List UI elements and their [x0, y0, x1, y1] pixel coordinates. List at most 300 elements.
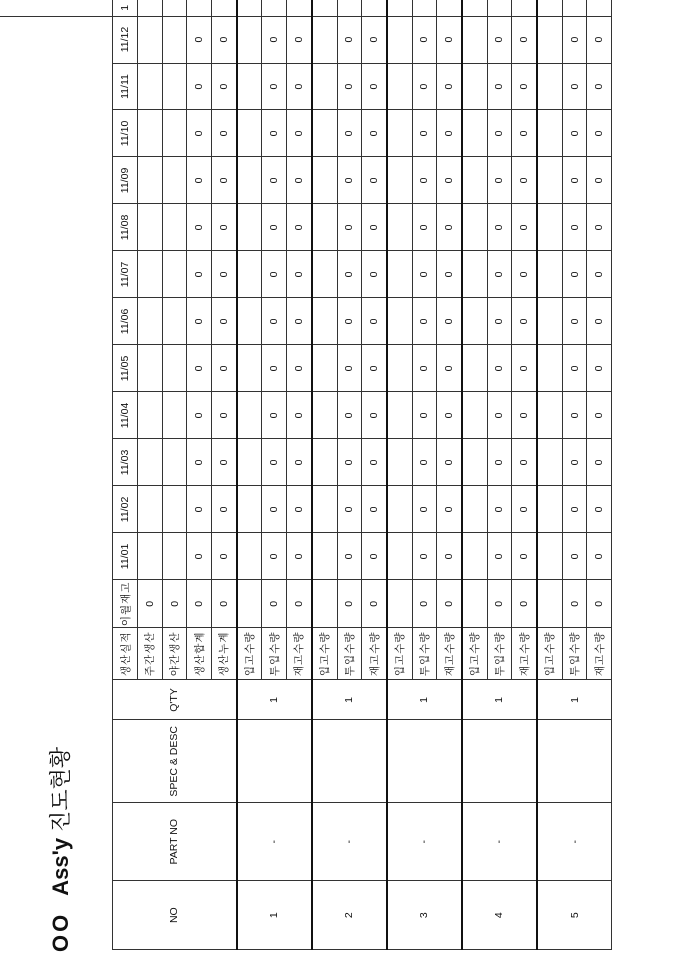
value-cell — [138, 110, 163, 157]
value-cell: 0 — [512, 157, 537, 204]
carry-cell: 0 — [162, 580, 187, 628]
value-cell — [287, 0, 312, 16]
header-spec: SPEC & DESC — [113, 720, 237, 803]
carry-cell: 0 — [138, 580, 163, 628]
value-cell: 0 — [487, 439, 512, 486]
value-cell: 0 — [562, 298, 587, 345]
value-cell: 0 — [337, 63, 362, 110]
header-date: 11/09 — [113, 157, 138, 204]
value-cell: 0 — [287, 157, 312, 204]
value-cell: 0 — [512, 63, 537, 110]
value-cell: 0 — [262, 204, 287, 251]
header-date: 11/08 — [113, 204, 138, 251]
value-cell — [138, 345, 163, 392]
value-cell — [462, 251, 487, 298]
value-cell: 0 — [287, 110, 312, 157]
value-cell — [138, 298, 163, 345]
value-cell — [462, 533, 487, 580]
value-cell: 0 — [437, 16, 462, 63]
value-cell: 0 — [437, 392, 462, 439]
value-cell: 0 — [487, 345, 512, 392]
value-cell: 0 — [512, 486, 537, 533]
value-cell: 0 — [262, 110, 287, 157]
value-cell: 0 — [412, 251, 437, 298]
value-cell: 0 — [337, 251, 362, 298]
header-qty: Q'TY — [113, 680, 237, 720]
value-cell — [387, 298, 412, 345]
value-cell: 0 — [212, 486, 237, 533]
carry-cell — [387, 580, 412, 628]
item-qty: 1 — [387, 680, 462, 720]
row-label: 입고수량 — [312, 628, 337, 680]
value-cell — [162, 204, 187, 251]
value-cell — [162, 533, 187, 580]
header-date: 1 — [113, 0, 138, 16]
item-spec — [462, 720, 537, 803]
value-cell: 0 — [512, 439, 537, 486]
value-cell: 0 — [362, 533, 387, 580]
value-cell: 0 — [587, 298, 612, 345]
value-cell: 0 — [412, 533, 437, 580]
value-cell — [537, 157, 562, 204]
value-cell — [162, 439, 187, 486]
value-cell: 0 — [212, 533, 237, 580]
value-cell: 0 — [362, 157, 387, 204]
value-cell: 0 — [562, 63, 587, 110]
value-cell — [387, 251, 412, 298]
title-product: Ass'y — [48, 837, 73, 896]
value-cell: 0 — [562, 486, 587, 533]
value-cell — [312, 392, 337, 439]
value-cell — [537, 204, 562, 251]
value-cell — [237, 251, 262, 298]
item-qty: 1 — [537, 680, 612, 720]
header-date: 11/12 — [113, 16, 138, 63]
value-cell: 0 — [412, 298, 437, 345]
title-prefix: OO — [48, 911, 73, 952]
item-part-no: - — [237, 803, 312, 881]
value-cell: 0 — [212, 110, 237, 157]
value-cell: 0 — [187, 16, 212, 63]
value-cell: 0 — [187, 486, 212, 533]
value-cell — [138, 439, 163, 486]
carry-cell: 0 — [187, 580, 212, 628]
value-cell: 0 — [187, 157, 212, 204]
value-cell — [237, 392, 262, 439]
value-cell — [312, 298, 337, 345]
value-cell — [138, 204, 163, 251]
value-cell: 0 — [337, 486, 362, 533]
value-cell — [387, 0, 412, 16]
value-cell: 0 — [487, 157, 512, 204]
item-spec — [237, 720, 312, 803]
value-cell — [138, 157, 163, 204]
item-qty: 1 — [312, 680, 387, 720]
row-label: 투입수량 — [262, 628, 287, 680]
value-cell — [487, 0, 512, 16]
value-cell — [138, 63, 163, 110]
value-cell: 0 — [262, 298, 287, 345]
value-cell: 0 — [437, 439, 462, 486]
value-cell — [462, 204, 487, 251]
value-cell: 0 — [412, 16, 437, 63]
value-cell — [312, 16, 337, 63]
value-cell: 0 — [487, 63, 512, 110]
row-label: 투입수량 — [487, 628, 512, 680]
value-cell: 0 — [437, 486, 462, 533]
value-cell — [312, 63, 337, 110]
value-cell — [387, 16, 412, 63]
carry-cell: 0 — [412, 580, 437, 628]
value-cell: 0 — [412, 204, 437, 251]
value-cell: 0 — [262, 392, 287, 439]
value-cell — [537, 439, 562, 486]
carry-cell: 0 — [337, 580, 362, 628]
value-cell — [312, 157, 337, 204]
row-label: 재고수량 — [287, 628, 312, 680]
value-cell: 0 — [187, 110, 212, 157]
value-cell: 0 — [437, 251, 462, 298]
value-cell: 0 — [187, 439, 212, 486]
value-cell — [462, 298, 487, 345]
value-cell — [138, 392, 163, 439]
value-cell — [312, 345, 337, 392]
carry-cell: 0 — [362, 580, 387, 628]
value-cell: 0 — [437, 63, 462, 110]
value-cell: 0 — [362, 110, 387, 157]
item-part-no: - — [312, 803, 387, 881]
value-cell: 0 — [412, 157, 437, 204]
value-cell: 0 — [362, 439, 387, 486]
header-date: 11/10 — [113, 110, 138, 157]
value-cell — [162, 392, 187, 439]
value-cell — [387, 486, 412, 533]
value-cell: 0 — [412, 110, 437, 157]
carry-cell: 0 — [287, 580, 312, 628]
value-cell — [387, 533, 412, 580]
value-cell — [312, 533, 337, 580]
value-cell: 0 — [437, 157, 462, 204]
item-qty: 1 — [462, 680, 537, 720]
header-date: 11/06 — [113, 298, 138, 345]
value-cell: 0 — [587, 392, 612, 439]
carry-cell: 0 — [587, 580, 612, 628]
value-cell: 0 — [287, 16, 312, 63]
value-cell — [138, 533, 163, 580]
item-no: 4 — [462, 881, 537, 950]
item-row — [312, 0, 337, 950]
value-cell — [537, 63, 562, 110]
value-cell — [237, 439, 262, 486]
value-cell — [162, 298, 187, 345]
header-date: 11/03 — [113, 439, 138, 486]
carry-cell: 0 — [562, 580, 587, 628]
value-cell — [537, 0, 562, 16]
value-cell: 0 — [437, 110, 462, 157]
item-row — [387, 0, 412, 950]
item-qty: 1 — [237, 680, 312, 720]
value-cell: 0 — [212, 63, 237, 110]
value-cell: 0 — [337, 110, 362, 157]
value-cell: 0 — [587, 204, 612, 251]
value-cell — [512, 0, 537, 16]
item-spec — [387, 720, 462, 803]
value-cell: 0 — [337, 439, 362, 486]
value-cell — [312, 204, 337, 251]
value-cell: 0 — [587, 63, 612, 110]
header-row — [113, 0, 138, 950]
row-label: 재고수량 — [437, 628, 462, 680]
value-cell — [237, 298, 262, 345]
carry-cell: 0 — [437, 580, 462, 628]
value-cell — [462, 63, 487, 110]
value-cell: 0 — [262, 157, 287, 204]
value-cell: 0 — [512, 251, 537, 298]
value-cell — [187, 0, 212, 16]
value-cell — [437, 0, 462, 16]
header-date: 11/11 — [113, 63, 138, 110]
value-cell: 0 — [587, 439, 612, 486]
value-cell — [387, 392, 412, 439]
value-cell — [237, 63, 262, 110]
item-no: 3 — [387, 881, 462, 950]
value-cell: 0 — [362, 298, 387, 345]
value-cell: 0 — [287, 486, 312, 533]
value-cell: 0 — [362, 345, 387, 392]
value-cell — [237, 16, 262, 63]
value-cell — [462, 16, 487, 63]
value-cell: 0 — [187, 204, 212, 251]
value-cell — [162, 110, 187, 157]
value-cell: 0 — [512, 16, 537, 63]
value-cell — [537, 251, 562, 298]
value-cell: 0 — [187, 298, 212, 345]
value-cell: 0 — [287, 533, 312, 580]
value-cell — [237, 157, 262, 204]
value-cell: 0 — [562, 392, 587, 439]
row-label: 입고수량 — [462, 628, 487, 680]
item-spec — [312, 720, 387, 803]
value-cell: 0 — [262, 439, 287, 486]
item-row — [537, 0, 562, 950]
value-cell: 0 — [212, 251, 237, 298]
value-cell — [312, 110, 337, 157]
value-cell: 0 — [512, 345, 537, 392]
item-part-no: - — [462, 803, 537, 881]
row-label: 입고수량 — [537, 628, 562, 680]
value-cell — [312, 486, 337, 533]
value-cell: 0 — [412, 486, 437, 533]
item-no: 2 — [312, 881, 387, 950]
value-cell: 0 — [287, 439, 312, 486]
value-cell: 0 — [212, 298, 237, 345]
value-cell — [387, 439, 412, 486]
carry-cell: 0 — [262, 580, 287, 628]
value-cell: 0 — [487, 251, 512, 298]
value-cell — [387, 110, 412, 157]
value-cell — [162, 486, 187, 533]
value-cell — [587, 0, 612, 16]
value-cell — [162, 63, 187, 110]
value-cell: 0 — [337, 298, 362, 345]
header-part-no: PART NO — [113, 803, 237, 881]
row-label: 투입수량 — [337, 628, 362, 680]
value-cell: 0 — [562, 533, 587, 580]
value-cell — [162, 0, 187, 16]
value-cell: 0 — [212, 392, 237, 439]
value-cell: 0 — [587, 486, 612, 533]
value-cell: 0 — [212, 345, 237, 392]
value-cell — [212, 0, 237, 16]
header-date: 11/04 — [113, 392, 138, 439]
header-carry: 이월재고 — [113, 580, 138, 628]
value-cell: 0 — [437, 204, 462, 251]
value-cell: 0 — [587, 345, 612, 392]
value-cell: 0 — [412, 392, 437, 439]
value-cell: 0 — [437, 345, 462, 392]
value-cell: 0 — [412, 63, 437, 110]
value-cell — [138, 486, 163, 533]
value-cell: 0 — [362, 204, 387, 251]
value-cell — [462, 157, 487, 204]
carry-cell: 0 — [487, 580, 512, 628]
value-cell — [237, 533, 262, 580]
page-title — [44, 747, 75, 952]
value-cell — [462, 439, 487, 486]
value-cell: 0 — [262, 345, 287, 392]
value-cell: 0 — [287, 392, 312, 439]
value-cell — [537, 392, 562, 439]
value-cell — [537, 486, 562, 533]
value-cell: 0 — [487, 298, 512, 345]
value-cell: 0 — [287, 251, 312, 298]
value-cell: 0 — [412, 439, 437, 486]
row-label: 재고수량 — [587, 628, 612, 680]
row-label: 야간생산 — [162, 628, 187, 680]
value-cell: 0 — [262, 251, 287, 298]
carry-cell: 0 — [512, 580, 537, 628]
value-cell: 0 — [562, 439, 587, 486]
value-cell — [262, 0, 287, 16]
value-cell — [138, 0, 163, 16]
value-cell: 0 — [337, 533, 362, 580]
value-cell: 0 — [437, 533, 462, 580]
value-cell: 0 — [412, 345, 437, 392]
value-cell — [237, 110, 262, 157]
header-no: NO — [113, 881, 237, 950]
value-cell: 0 — [512, 204, 537, 251]
value-cell: 0 — [562, 110, 587, 157]
header-label: 생산실적 — [113, 628, 138, 680]
value-cell: 0 — [587, 157, 612, 204]
value-cell — [362, 0, 387, 16]
item-part-no: - — [387, 803, 462, 881]
value-cell: 0 — [587, 16, 612, 63]
value-cell: 0 — [187, 533, 212, 580]
value-cell — [462, 0, 487, 16]
value-cell: 0 — [512, 110, 537, 157]
value-cell — [537, 110, 562, 157]
value-cell — [462, 486, 487, 533]
value-cell: 0 — [487, 16, 512, 63]
value-cell: 0 — [337, 392, 362, 439]
value-cell: 0 — [212, 204, 237, 251]
row-label: 입고수량 — [237, 628, 262, 680]
value-cell — [237, 486, 262, 533]
sheet-header-divider — [0, 16, 116, 17]
item-no: 5 — [537, 881, 612, 950]
value-cell — [387, 204, 412, 251]
value-cell: 0 — [187, 392, 212, 439]
value-cell: 0 — [212, 157, 237, 204]
value-cell: 0 — [337, 345, 362, 392]
value-cell — [462, 345, 487, 392]
item-spec — [537, 720, 612, 803]
value-cell — [387, 63, 412, 110]
value-cell: 0 — [587, 110, 612, 157]
item-row — [237, 0, 262, 950]
progress-table — [112, 0, 612, 950]
value-cell — [312, 0, 337, 16]
item-part-no: - — [537, 803, 612, 881]
value-cell: 0 — [487, 110, 512, 157]
value-cell: 0 — [362, 486, 387, 533]
value-cell: 0 — [337, 16, 362, 63]
value-cell: 0 — [287, 63, 312, 110]
value-cell: 0 — [362, 16, 387, 63]
row-label: 재고수량 — [512, 628, 537, 680]
header-date: 11/07 — [113, 251, 138, 298]
value-cell — [138, 16, 163, 63]
row-label: 입고수량 — [387, 628, 412, 680]
value-cell — [312, 439, 337, 486]
carry-cell — [537, 580, 562, 628]
item-no: 1 — [237, 881, 312, 950]
value-cell: 0 — [487, 392, 512, 439]
row-label: 재고수량 — [362, 628, 387, 680]
value-cell: 0 — [512, 392, 537, 439]
value-cell: 0 — [287, 204, 312, 251]
value-cell: 0 — [512, 533, 537, 580]
value-cell: 0 — [262, 486, 287, 533]
value-cell — [237, 0, 262, 16]
value-cell — [537, 16, 562, 63]
title-suffix: 진도현황 — [48, 746, 73, 832]
item-row — [462, 0, 487, 950]
value-cell — [237, 204, 262, 251]
value-cell — [138, 251, 163, 298]
value-cell: 0 — [562, 204, 587, 251]
value-cell — [162, 157, 187, 204]
value-cell: 0 — [362, 251, 387, 298]
value-cell: 0 — [562, 16, 587, 63]
value-cell: 0 — [512, 298, 537, 345]
row-label: 생산합계 — [187, 628, 212, 680]
value-cell: 0 — [487, 204, 512, 251]
row-label: 생산누계 — [212, 628, 237, 680]
carry-cell — [237, 580, 262, 628]
value-cell: 0 — [262, 533, 287, 580]
value-cell — [537, 533, 562, 580]
value-cell: 0 — [212, 439, 237, 486]
row-label: 투입수량 — [562, 628, 587, 680]
value-cell: 0 — [287, 298, 312, 345]
value-cell — [312, 251, 337, 298]
value-cell — [537, 345, 562, 392]
row-label: 투입수량 — [412, 628, 437, 680]
value-cell — [387, 345, 412, 392]
value-cell: 0 — [587, 533, 612, 580]
